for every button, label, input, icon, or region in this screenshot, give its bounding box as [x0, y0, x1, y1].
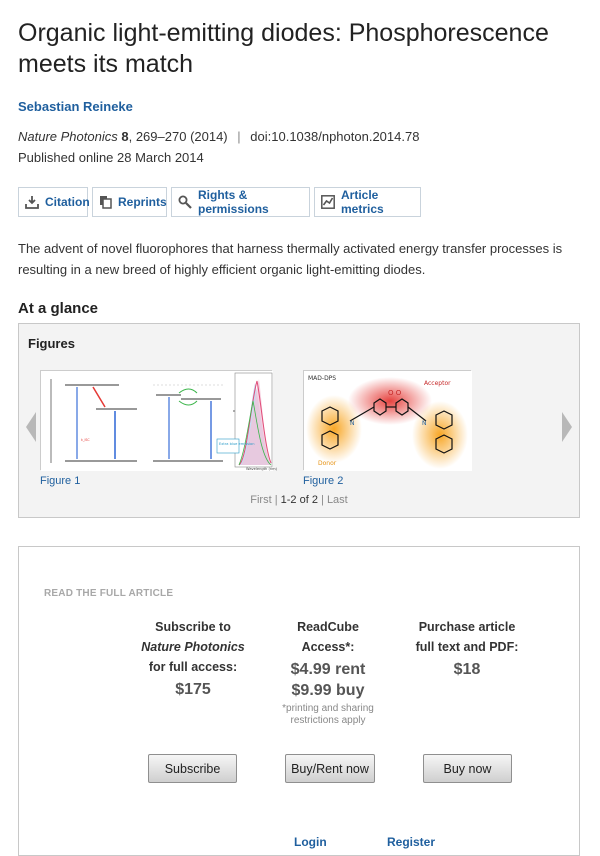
pager-separator: | [274, 494, 278, 506]
register-link[interactable]: Register [387, 835, 436, 849]
purchase-line-2: full text and PDF: [415, 640, 519, 654]
article-title: Organic light-emitting diodes: Phosphorescence meets its match [18, 19, 549, 78]
subscribe-line-3: for full access: [148, 660, 238, 674]
download-icon [25, 195, 39, 209]
pager-last-link[interactable]: Last [326, 494, 348, 506]
readcube-line-2: Access*: [301, 640, 355, 654]
login-link[interactable]: Login [294, 835, 327, 849]
figure-2-link[interactable]: Figure 2 [303, 475, 344, 487]
subscribe-button[interactable]: Subscribe [148, 754, 237, 783]
article-toolbar [18, 187, 421, 217]
figures-panel [18, 323, 580, 518]
doi: doi:10.1038/nphoton.2014.78 [250, 129, 420, 144]
readcube-buy-price: $9.99 buy [291, 682, 365, 699]
chevron-right-icon[interactable] [561, 412, 573, 442]
purchase-price: $18 [453, 661, 481, 678]
figure-2-thumbnail[interactable] [303, 370, 471, 470]
figure1-xlabel: Wavelength (nm) [246, 467, 278, 471]
journal-name: Nature Photonics [18, 129, 118, 144]
citation-label: Citation [45, 195, 90, 209]
subscribe-journal: Nature Photonics [141, 640, 245, 654]
subscribe-line-1: Subscribe to [155, 620, 231, 634]
purchase-panel [18, 546, 580, 856]
svg-text:O O: O O [388, 389, 402, 397]
buy-now-button[interactable]: Buy now [423, 754, 512, 783]
rights-label: Rights & permissions [198, 188, 269, 216]
separator: | [237, 129, 241, 144]
readcube-column [273, 617, 383, 727]
year: (2014) [190, 129, 228, 144]
published-date: Published online 28 March 2014 [18, 150, 204, 165]
readcube-rent-price: $4.99 rent [290, 661, 366, 678]
reprints-button[interactable] [92, 187, 167, 217]
pager-separator: | [321, 494, 324, 506]
purchase-line-1: Purchase article [418, 620, 516, 634]
reprints-label: Reprints [118, 195, 167, 209]
figure1-emission-label: Extra blue emission [219, 442, 255, 446]
pager-first-link[interactable]: First [250, 494, 272, 506]
subscribe-price: $175 [175, 681, 211, 698]
readcube-line-1: ReadCube [297, 620, 359, 634]
author-link[interactable]: Sebastian Reineke [18, 99, 133, 114]
metrics-button[interactable] [314, 187, 421, 217]
metrics-label: Article metrics [341, 188, 384, 216]
figure2-donor-label: Donor [318, 460, 337, 467]
subscribe-column [134, 617, 252, 700]
figure2-molecule-label: MAD-DPS [308, 375, 337, 382]
chevron-left-icon[interactable] [25, 412, 37, 442]
figure-1-thumbnail[interactable] [40, 370, 278, 471]
search-icon [178, 195, 192, 209]
purchase-article-column [405, 617, 529, 680]
copy-icon [99, 195, 112, 209]
figures-title: Figures [28, 336, 75, 351]
abstract: The advent of novel fluorophores that harness thermally activated energy transfer processes is resulting in a new breed of highly efficient organic light-emitting diodes. [18, 241, 563, 277]
pages: , 269–270 [128, 129, 187, 144]
molecule-structure-image [304, 371, 472, 471]
svg-text:k_ISC: k_ISC [81, 438, 90, 442]
figure-pager [19, 494, 579, 506]
readcube-note-2: restrictions apply [290, 715, 366, 726]
readcube-note-1: *printing and sharing [282, 703, 374, 714]
citation-line [18, 129, 419, 144]
pager-current: 1-2 of 2 [280, 494, 318, 506]
svg-text:N: N [350, 420, 355, 427]
energy-diagram-image [41, 371, 278, 471]
read-full-heading: READ THE FULL ARTICLE [44, 588, 174, 599]
at-a-glance-heading: At a glance [18, 300, 99, 317]
figure2-acceptor-label: Acceptor [424, 380, 451, 387]
rights-button[interactable] [171, 187, 310, 217]
buy-rent-button[interactable]: Buy/Rent now [285, 754, 375, 783]
chart-icon [321, 195, 335, 209]
citation-button[interactable] [18, 187, 88, 217]
svg-text:N: N [422, 420, 427, 427]
volume: 8 [121, 129, 129, 144]
figure-1-link[interactable]: Figure 1 [40, 475, 81, 487]
